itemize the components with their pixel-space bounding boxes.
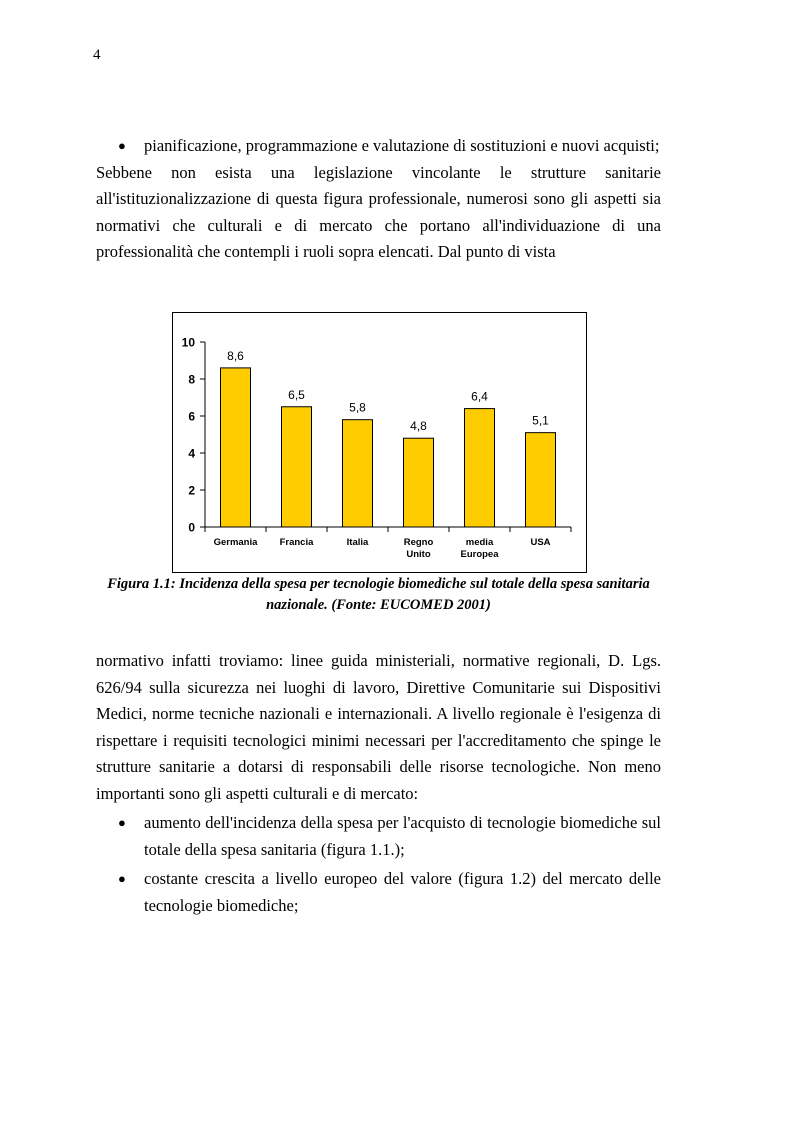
data-label: 6,4 — [471, 389, 488, 404]
y-tick-label: 10 — [181, 335, 195, 350]
bullet-text: costante crescita a livello europeo del valore (figura 1.2) del mercato delle tecnologie biomediche; — [144, 869, 661, 915]
y-tick-label: 4 — [188, 446, 195, 461]
y-tick-label: 8 — [188, 372, 195, 387]
category-label: Europea — [460, 549, 499, 560]
data-label: 6,5 — [288, 387, 305, 402]
category-label: media — [465, 537, 494, 548]
category-label: Italia — [346, 537, 369, 548]
y-tick-label: 6 — [188, 409, 195, 424]
bar — [343, 420, 373, 527]
data-label: 5,1 — [532, 413, 549, 428]
bottom-section — [96, 648, 661, 919]
bar — [404, 438, 434, 527]
list-item — [96, 133, 661, 160]
category-label: Regno — [403, 537, 434, 548]
figure-chart — [172, 312, 587, 573]
paragraph-2: normativo infatti troviamo: linee guida ministeriali, normative regionali, D. Lgs. 626/94 sulla sicurezza nei luoghi di lavoro, Direttive Comunitarie sui Dispositivi Medici, norme tecniche nazionali e internazionali. A livello regionale è l'esigenza di rispettare i requisiti tecnologici minimi necessari per l'accreditamento che spinge le strutture sanitarie a dotarsi di responsabili delle risorse tecnologiche. Non meno importanti sono gli aspetti culturali e di mercato: — [96, 651, 661, 803]
data-label: 8,6 — [227, 348, 244, 363]
bar — [465, 409, 495, 527]
bullet-icon: ● — [118, 138, 126, 153]
list-item — [96, 866, 661, 919]
y-tick-label: 0 — [188, 520, 195, 535]
bullet-icon: ● — [118, 815, 126, 830]
data-label: 5,8 — [349, 400, 366, 415]
bullet-icon: ● — [118, 871, 126, 886]
bar-chart — [173, 313, 586, 572]
bullet-text: pianificazione, programmazione e valutazione di sostituzioni e nuovi acquisti; — [144, 136, 660, 155]
bullet-text: aumento dell'incidenza della spesa per l'acquisto di tecnologie biomediche sul totale della spesa sanitaria (figura 1.1.); — [144, 813, 661, 859]
paragraph-1: Sebbene non esista una legislazione vincolante le strutture sanitarie all'istituzionalizzazione di questa figura professionale, numerosi sono gli aspetti sia normativi che culturali e di mercato che portano all'individuazione di una professionalità che contempli i ruoli sopra elencati. Dal punto di vista — [96, 162, 661, 261]
page-number: 4 — [93, 47, 101, 63]
figure-caption: Figura 1.1: Incidenza della spesa per tecnologie biomediche sul totale della spesa sanitaria nazionale. (Fonte: EUCOMED 2001) — [107, 576, 650, 613]
bar — [526, 433, 556, 527]
bar — [221, 368, 251, 527]
data-label: 4,8 — [410, 419, 427, 434]
category-label: Germania — [213, 537, 258, 548]
category-label: Unito — [406, 549, 431, 560]
bar — [282, 407, 312, 527]
bullet-list — [96, 810, 661, 919]
category-label: Francia — [279, 537, 314, 548]
y-tick-label: 2 — [188, 483, 195, 498]
list-item — [96, 810, 661, 863]
category-label: USA — [530, 537, 551, 548]
top-section — [96, 133, 661, 266]
